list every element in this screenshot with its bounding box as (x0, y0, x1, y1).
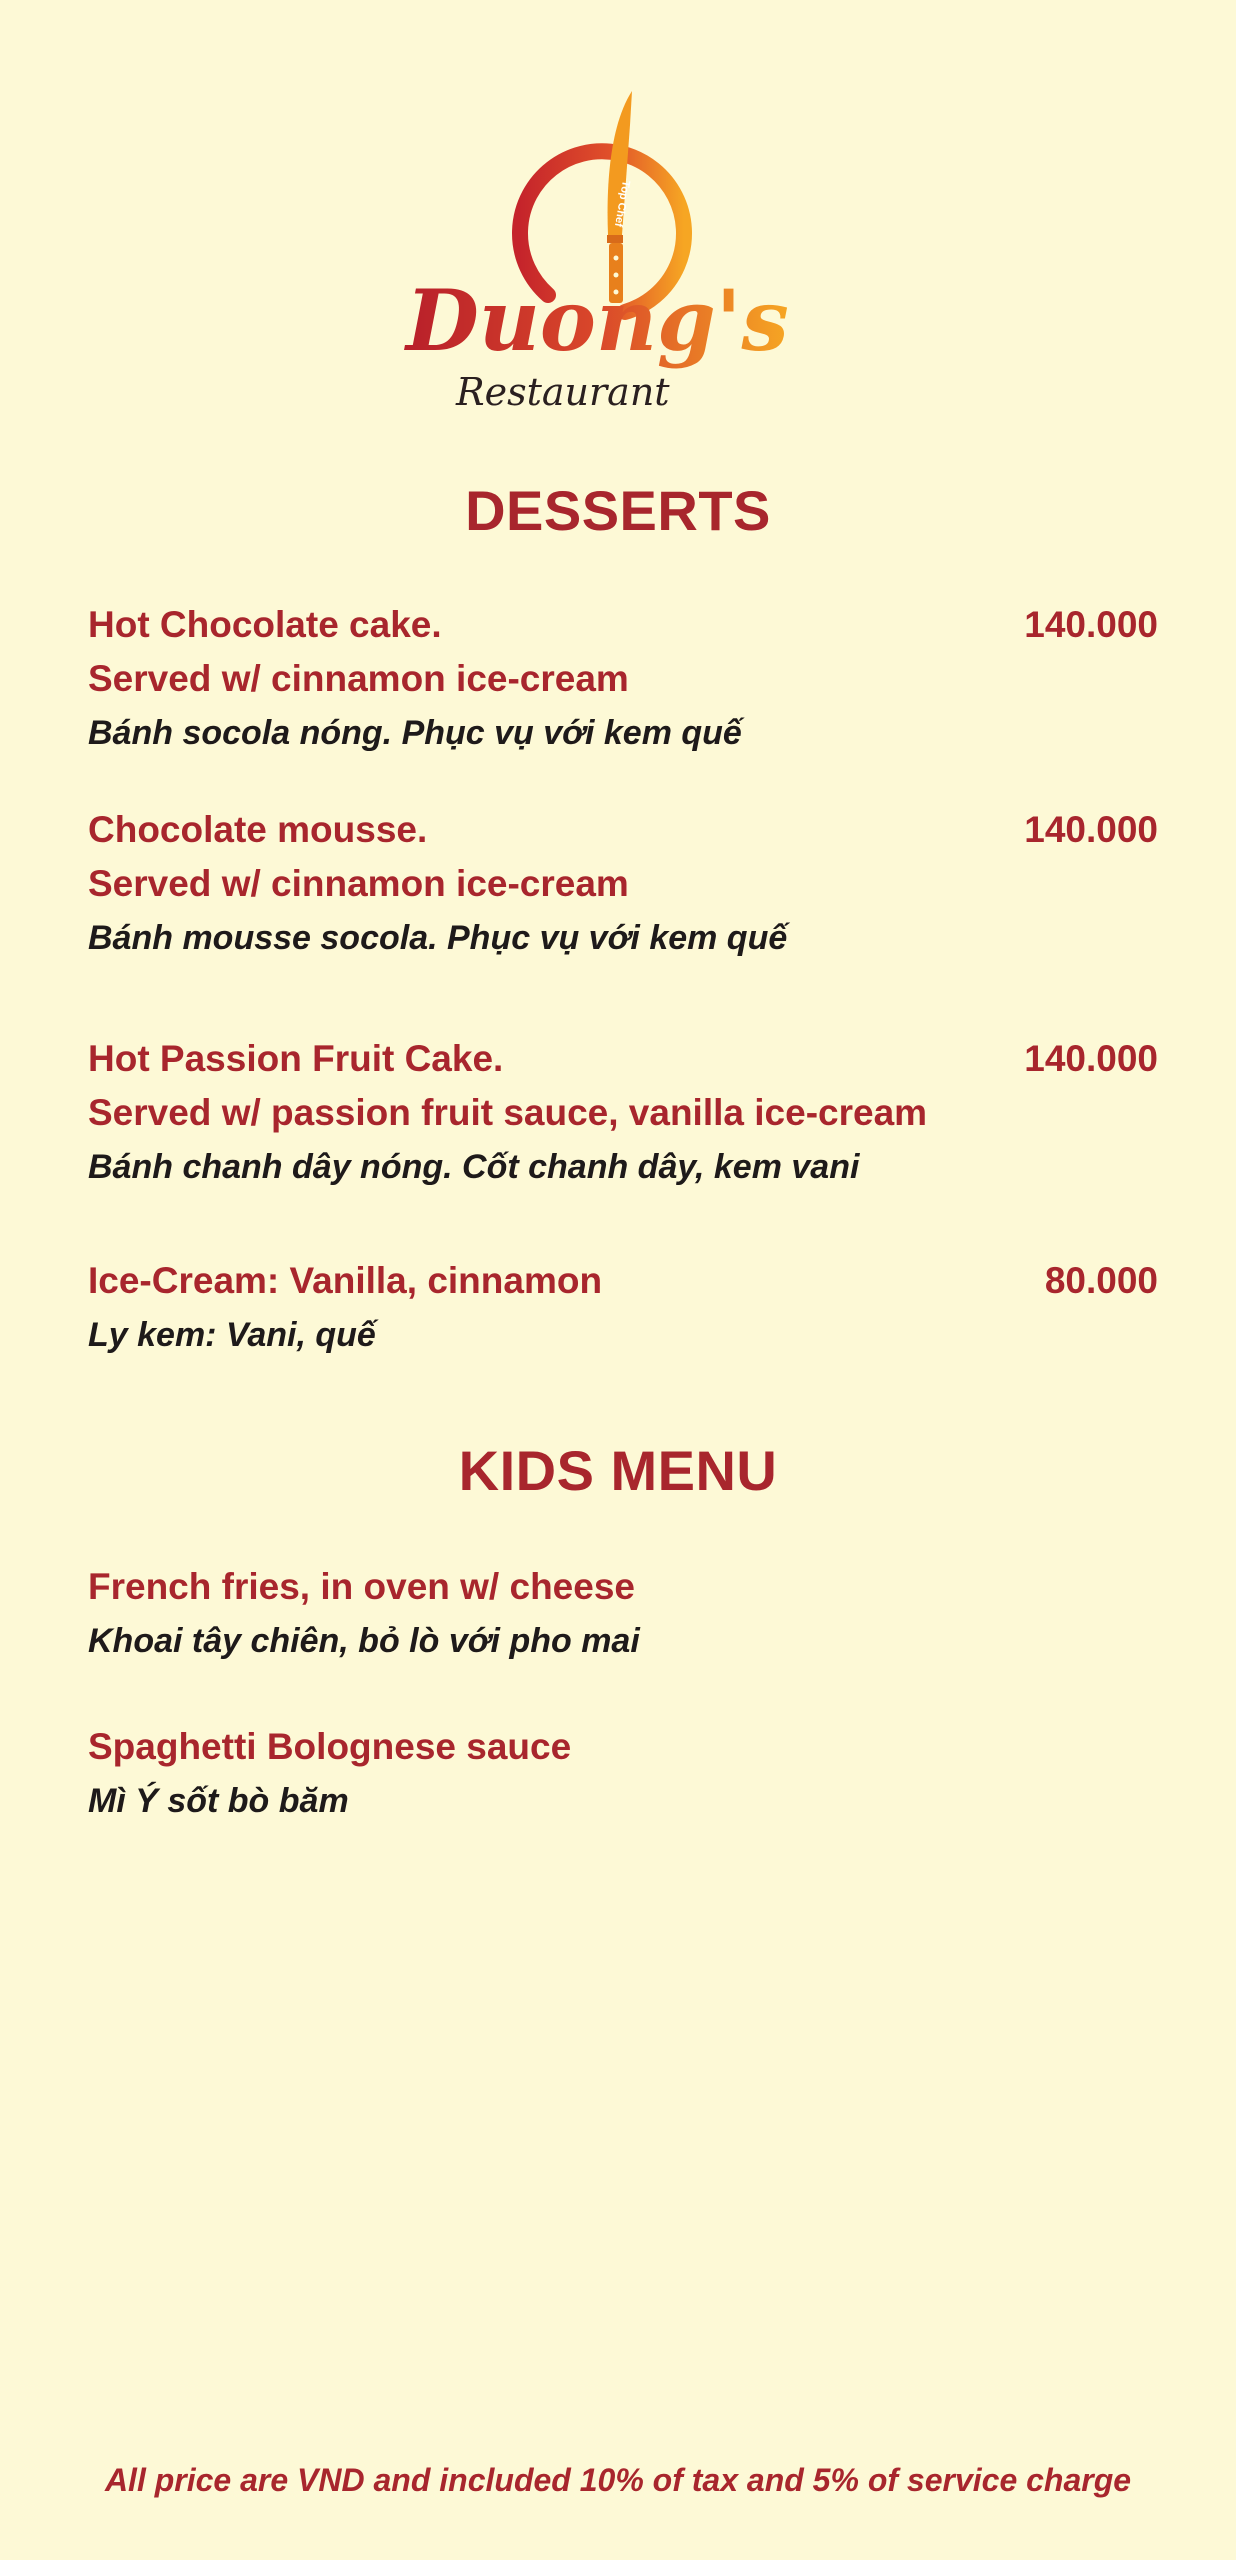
item-vietnamese: Bánh socola nóng. Phục vụ với kem quế (88, 714, 742, 752)
kids-menu-title: KIDS MENU (458, 1439, 778, 1502)
item-description: Served w/ cinnamon ice-cream (88, 658, 629, 699)
item-name: Chocolate mousse. (88, 809, 428, 850)
item-price: 80.000 (1044, 1260, 1158, 1301)
item-vietnamese: Bánh chanh dây nóng. Cốt chanh dây, kem vani (88, 1148, 860, 1186)
item-name: French fries, in oven w/ cheese (88, 1566, 635, 1607)
logo-name: Duong's (406, 271, 789, 370)
price-note: All price are VND and included 10% of tax and 5% of service charge (104, 2462, 1132, 2498)
item-vietnamese: Bánh mousse socola. Phục vụ với kem quế (88, 919, 788, 957)
item-price: 140.000 (1024, 1038, 1158, 1079)
menu-item (88, 1032, 1158, 1194)
item-name: Spaghetti Bolognese sauce (88, 1726, 572, 1767)
knife-text: Top Chef (611, 179, 632, 228)
item-vietnamese: Khoai tây chiên, bỏ lò với pho mai (88, 1622, 640, 1660)
item-name: Ice-Cream: Vanilla, cinnamon (88, 1260, 603, 1301)
item-name: Hot Passion Fruit Cake. (88, 1038, 504, 1079)
item-description: Served w/ cinnamon ice-cream (88, 863, 629, 904)
menu-item (88, 803, 1158, 965)
menu-item (88, 598, 1158, 760)
menu-item (88, 1560, 1158, 1668)
item-name: Hot Chocolate cake. (88, 604, 442, 645)
item-vietnamese: Ly kem: Vani, quế (88, 1316, 376, 1354)
menu-item (88, 1254, 1158, 1362)
menu-item (88, 1720, 1158, 1828)
item-description: Served w/ passion fruit sauce, vanilla ice-cream (88, 1092, 928, 1133)
logo-subtitle: Restaurant (456, 370, 670, 414)
item-price: 140.000 (1024, 809, 1158, 850)
item-vietnamese: Mì Ý sốt bò băm (88, 1782, 349, 1820)
desserts-title: DESSERTS (465, 479, 771, 542)
restaurant-logo (400, 85, 840, 425)
item-price: 140.000 (1024, 604, 1158, 645)
